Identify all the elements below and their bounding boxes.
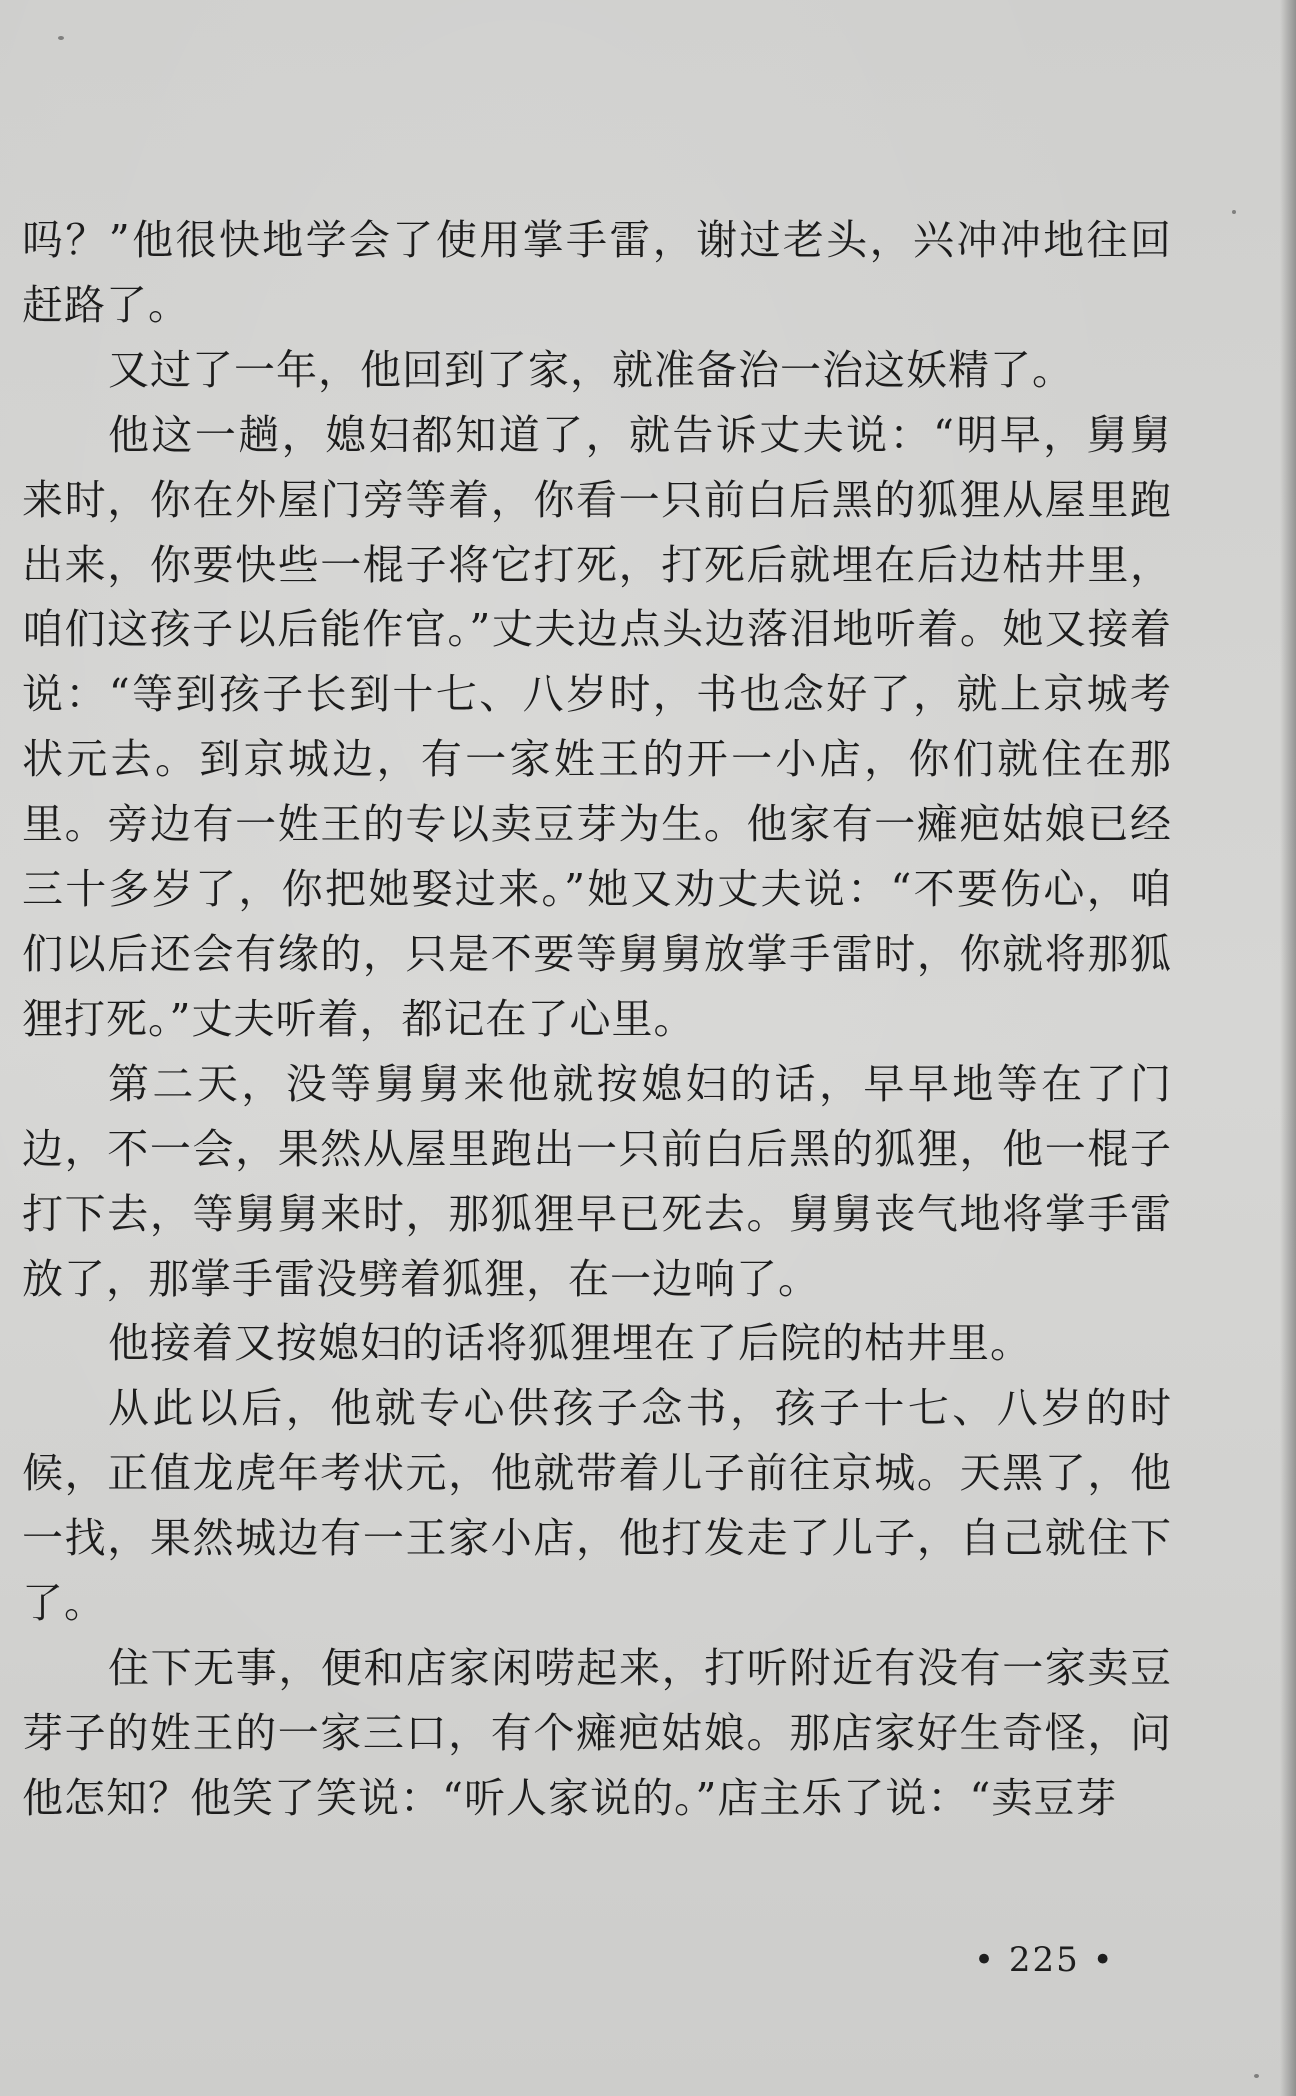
page-edge-shadow [1280, 0, 1296, 2096]
paragraph-7: 住下无事，便和店家闲唠起来，打听附近有没有一家卖豆芽子的姓王的一家三口，有个瘫疤姑娘。那店家好生奇怪，问他怎知？他笑了笑说：“听人家说的。”店主乐了说：“卖豆芽 [22, 1643, 1172, 1822]
page-number: • 225 • [974, 1940, 1115, 1980]
paragraph-1: 吗？”他很快地学会了使用掌手雷，谢过老头，兴冲冲地往回赶路了。 [22, 216, 1172, 329]
paragraph-4: 第二天，没等舅舅来他就按媳妇的话，早早地等在了门边，不一会，果然从屋里跑出一只前白后黑的狐狸，他一棍子打下去，等舅舅来时，那狐狸早已死去。舅舅丧气地将掌手雷放了，那掌手雷没劈着狐狸，在一边响了。 [22, 1059, 1172, 1303]
ink-speck [1254, 2074, 1259, 2078]
ink-speck [58, 36, 64, 40]
paragraph-2: 又过了一年，他回到了家，就准备治一治这妖精了。 [108, 345, 1074, 394]
ink-speck [1232, 210, 1236, 214]
paragraph-6: 从此以后，他就专心供孩子念书，孩子十七、八岁的时候，正值龙虎年考状元，他就带着儿子前往京城。天黑了，他一找，果然城边有一王家小店，他打发走了儿子，自己就住下了。 [22, 1384, 1172, 1628]
paragraph-3: 他这一趟，媳妇都知道了，就告诉丈夫说：“明早，舅舅来时，你在外屋门旁等着，你看一只前白后黑的狐狸从屋里跑出来，你要快些一棍子将它打死，打死后就埋在后边枯井里，咱们这孩子以后能作官。”丈夫边点头边落泪地听着。她又接着说：“等到孩子长到十七、八岁时，书也念好了，就上京城考状元去。到京城边，有一家姓王的开一小店，你们就住在那里。旁边有一姓王的专以卖豆芽为生。他家有一瘫疤姑娘已经三十多岁了，你把她娶过来。”她又劝丈夫说：“不要伤心，咱们以后还会有缘的，只是不要等舅舅放掌手雷时，你就将那狐狸打死。”丈夫听着，都记在了心里。 [22, 410, 1172, 1043]
paragraph-5: 他接着又按媳妇的话将狐狸埋在了后院的枯井里。 [108, 1319, 1032, 1368]
body-text [22, 208, 1172, 1831]
